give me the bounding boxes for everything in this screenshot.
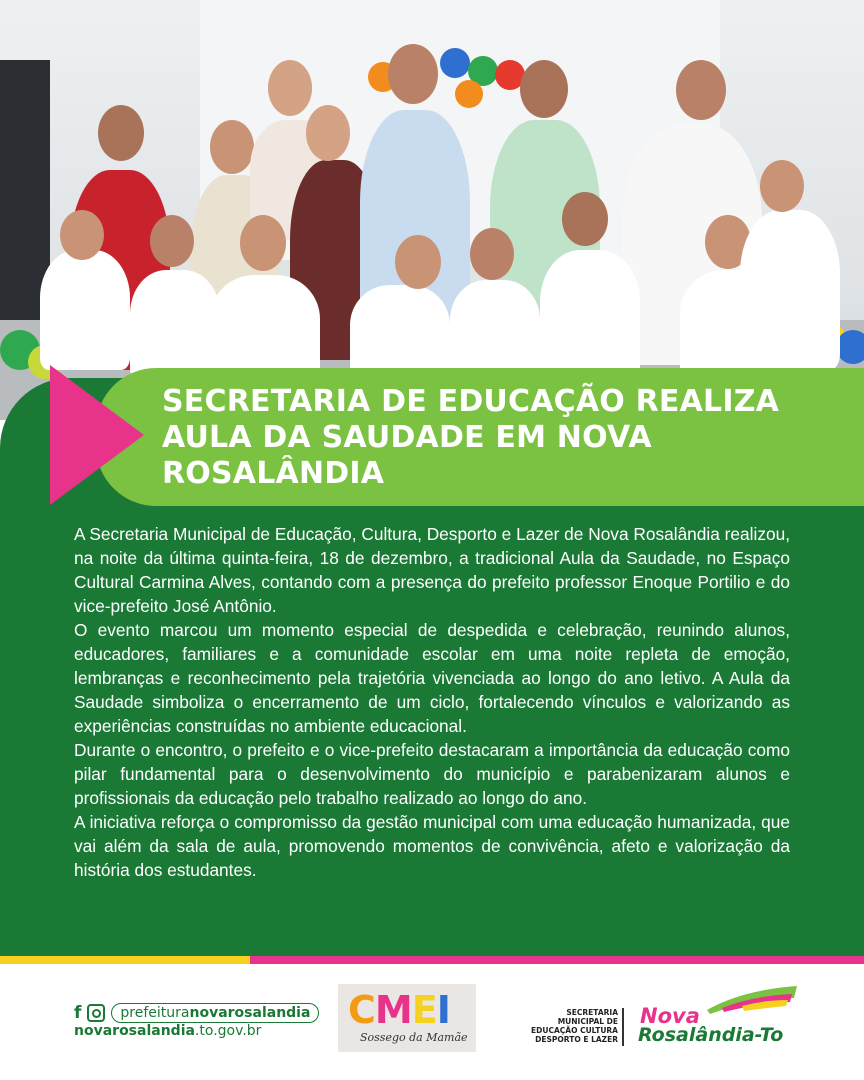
child-figure — [450, 280, 540, 380]
face — [306, 105, 350, 161]
nova-rosalandia-logo — [632, 980, 802, 1060]
handle-bold: novarosalandia — [189, 1005, 311, 1021]
child-figure — [540, 250, 640, 380]
face — [210, 120, 254, 174]
face — [562, 192, 608, 246]
balloon — [440, 48, 470, 78]
child-figure — [740, 210, 840, 370]
city-logo-line1: Nova — [640, 1004, 700, 1028]
face — [760, 160, 804, 212]
face — [395, 235, 441, 289]
article-body — [74, 522, 790, 882]
secretaria-line: DESPORTO E LAZER — [535, 1035, 618, 1044]
secretaria-line: EDUCAÇÃO CULTURA — [531, 1026, 618, 1035]
article-paragraph: A iniciativa reforça o compromisso da gestão municipal com uma educação humanizada, que vai além da sala de aula, promovendo momentos de convivência, afeto e valorização da história dos estudantes. — [74, 812, 790, 880]
footer-stripe-yellow — [0, 956, 250, 964]
face — [388, 44, 438, 104]
face — [676, 60, 726, 120]
headline: SECRETARIA DE EDUCAÇÃO REALIZA AULA DA SAUDADE EM NOVA ROSALÂNDIA — [162, 384, 780, 491]
cmei-logo — [338, 984, 476, 1052]
child-figure — [130, 270, 220, 380]
article-paragraph: O evento marcou um momento especial de despedida e celebração, reunindo alunos, educadores, familiares e a comunidade escolar em uma noite repleta de emoção, lembranças e reconhecimento pela trajetória vivenciada ao longo do ano letivo. A Aula da Saudade simboliza o encerramento de um ciclo, fortalecendo vínculos e valorizando as experiências construídas no ambiente educacional. — [74, 620, 790, 736]
city-logo-line2: Rosalândia-To — [638, 1024, 784, 1046]
balloon — [836, 330, 864, 364]
face — [268, 60, 312, 116]
article-paragraph: Durante o encontro, o prefeito e o vice-prefeito destacaram a importância da educação como pilar fundamental para o desenvolvimento do município e parabenizaram alunos e profissionais da educação pelo trabalho realizado ao longo do ano. — [74, 740, 790, 808]
face — [150, 215, 194, 267]
secretaria-line: MUNICIPAL DE — [557, 1017, 618, 1026]
social-handle-pill[interactable] — [111, 1003, 319, 1023]
website-bold: novarosalandia — [74, 1023, 195, 1039]
secretaria-logo — [492, 1008, 618, 1044]
face — [60, 210, 104, 260]
website-rest: .to.gov.br — [194, 1023, 262, 1039]
balloon — [455, 80, 483, 108]
social-handle[interactable] — [74, 1003, 319, 1023]
face — [470, 228, 514, 280]
face — [98, 105, 144, 161]
play-arrow-icon — [50, 365, 144, 505]
article-paragraph: A Secretaria Municipal de Educação, Cultura, Desporto e Lazer de Nova Rosalândia realizou, na noite da última quinta-feira, 18 de dezembro, a tradicional Aula da Saudade, no Espaço Cultural Carmina Alves, contando com a presença do prefeito professor Enoque Portilio e do vice-prefeito José Antônio. — [74, 524, 790, 616]
logo-divider — [622, 1008, 624, 1046]
face — [520, 60, 568, 118]
secretaria-line: SECRETARIA — [566, 1008, 618, 1017]
handle-prefix: prefeitura — [120, 1005, 190, 1021]
facebook-icon[interactable]: f — [74, 1003, 82, 1023]
cmei-subtitle: Sossego da Mamãe — [360, 1031, 468, 1044]
instagram-icon[interactable] — [87, 1004, 105, 1022]
cmei-logo-text: CMEI — [348, 988, 450, 1032]
group-photo — [0, 0, 864, 420]
flag-icon — [702, 984, 802, 1014]
website-link[interactable] — [74, 1023, 261, 1039]
child-figure — [40, 250, 130, 370]
face — [240, 215, 286, 271]
